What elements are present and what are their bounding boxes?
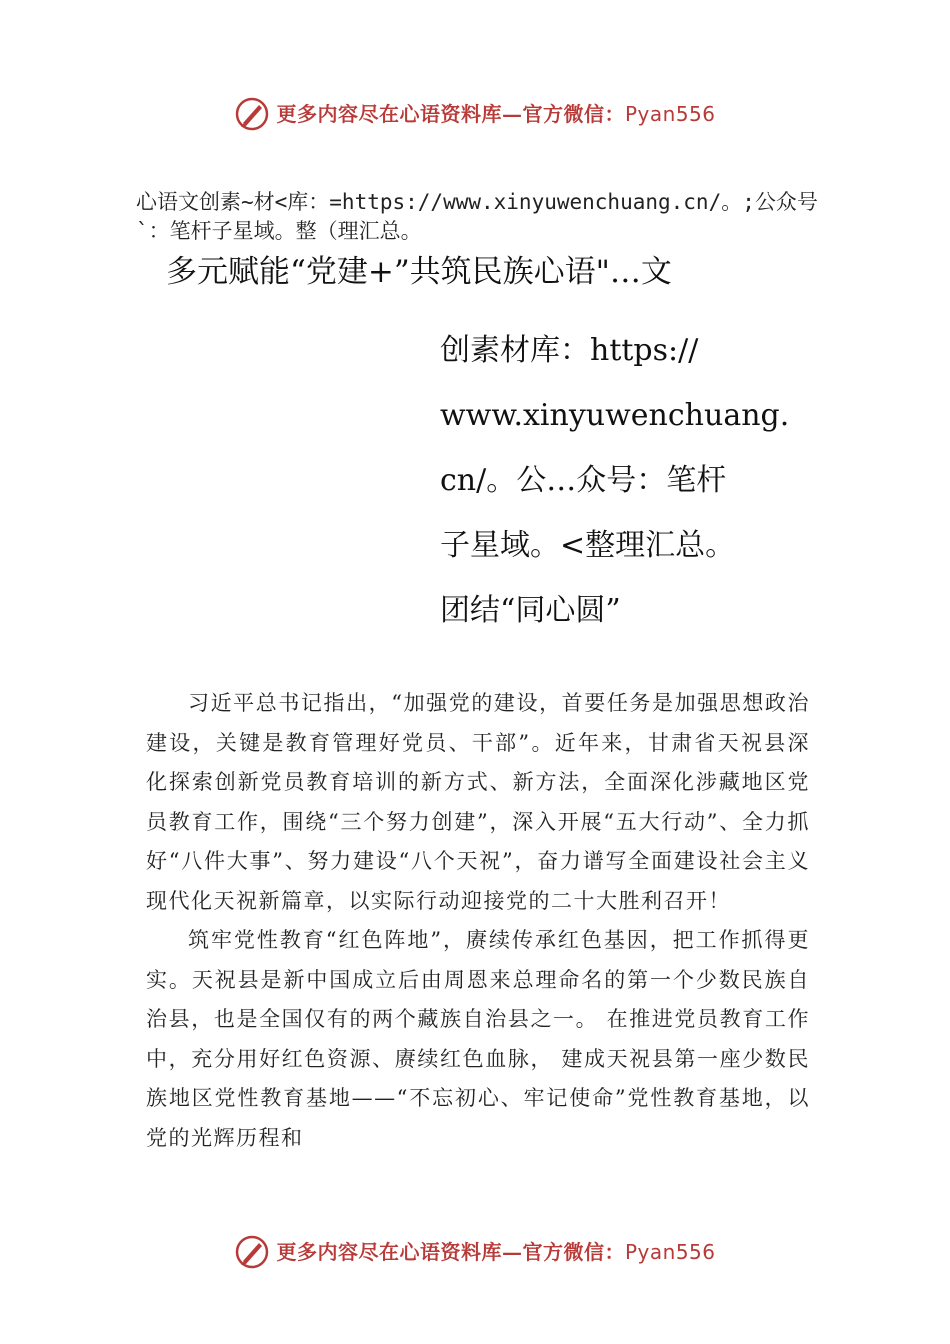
title-line: www.xinyuwenchuang. (440, 398, 790, 433)
body-paragraph: 筑牢党性教育“红色阵地”，赓续传承红色基因，把工作抓得更实。天祝县是新中国成立后由周恩来总理命名的第一个少数民族自治县，也是全国仅有的两个藏族自治县之一。 在推进党员教育工作中，充分用好红色资源、赓续红色血脉， 建成天祝县第一座少数民族地区党性教育基地——“不忘初心、牢记使命”党性教育基地，以党的光辉历程和 (146, 928, 810, 1150)
source-note: 心语文创素~材<库：=https://www.xinyuwenchuang.cn/。;公众号`：笔杆子星域。整（理汇总。 (136, 190, 818, 243)
banner-text: 更多内容尽在心语资料库—官方微信： (276, 1240, 625, 1264)
header-watermark-banner (0, 94, 950, 134)
title-line: 团结“同心圆” (440, 593, 621, 628)
banner-wechat-handle: Pyan556 (624, 102, 716, 126)
title-line: 创素材库：https:// (440, 333, 699, 368)
document-title-line-1: 多元赋能“党建+”共筑民族心语"…文 (166, 254, 672, 290)
footer-watermark-banner (0, 1232, 950, 1272)
banner-wechat-handle: Pyan556 (624, 1240, 716, 1264)
pen-seal-icon (234, 1234, 270, 1270)
pen-seal-icon (234, 96, 270, 132)
banner-text: 更多内容尽在心语资料库—官方微信： (276, 102, 625, 126)
body-paragraph: 习近平总书记指出，“加强党的建设，首要任务是加强思想政治建设，关键是教育管理好党员、干部”。近年来，甘肃省天祝县深化探索创新党员教育培训的新方式、新方法，全面深化涉藏地区党员教育工作，围绕“三个努力创建”，深入开展“五大行动”、全力抓好“八件大事”、努力建设“八个天祝”，奋力谱写全面建设社会主义现代化天祝新篇章，以实际行动迎接党的二十大胜利召开！ (146, 691, 810, 913)
document-body (146, 684, 810, 1158)
title-line: cn/。公…众号：笔杆 (440, 463, 727, 498)
title-line: 子星域。<整理汇总。 (440, 528, 736, 563)
document-title-block (440, 318, 800, 643)
